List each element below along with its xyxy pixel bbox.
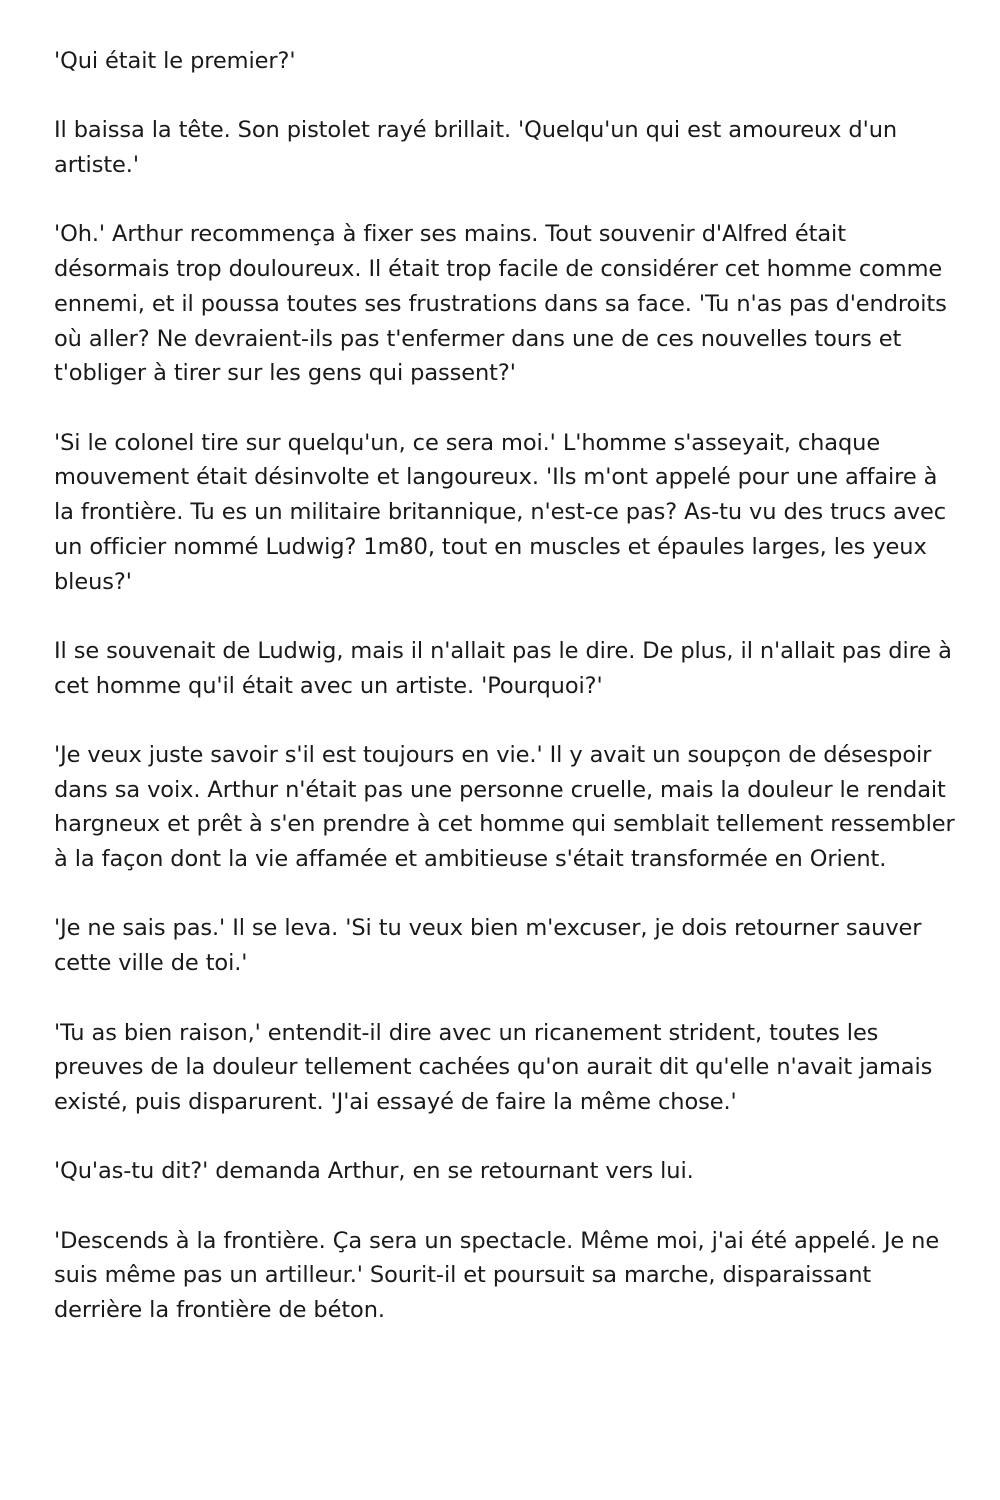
paragraph-5: Il se souvenait de Ludwig, mais il n'allait pas le dire. De plus, il n'allait pas dire à cet homme qu'il était avec un artiste. 'Pourquoi?' bbox=[54, 637, 952, 699]
paragraph-9: 'Qu'as-tu dit?' demanda Arthur, en se retournant vers lui. bbox=[54, 1158, 694, 1185]
paragraph-1: 'Qui était le premier?' bbox=[54, 48, 296, 74]
paragraph-10: 'Descends à la frontière. Ça sera un spectacle. Même moi, j'ai été appelé. Je ne suis même pas un artilleur.' Sourit-il et poursuit sa marche, disparaissant derrière la frontière de béton. bbox=[54, 1227, 940, 1324]
paragraph-7: 'Je ne sais pas.' Il se leva. 'Si tu veux bien m'excuser, je dois retourner sauver cette ville de toi.' bbox=[54, 915, 922, 977]
paragraph-3: 'Oh.' Arthur recommença à fixer ses mains. Tout souvenir d'Alfred était désormais trop douloureux. Il était trop facile de considérer cet homme comme ennemi, et il poussa toutes ses frustrations dans sa face. 'Tu n'as pas d'endroits où aller? Ne devraient-ils pas t'enfermer dans une de ces nouvelles tours et t'obliger à tirer sur les gens qui passent?' bbox=[54, 221, 947, 387]
paragraph-4: 'Si le colonel tire sur quelqu'un, ce sera moi.' L'homme s'asseyait, chaque mouvement était désinvolte et langoureux. 'Ils m'ont appelé pour une affaire à la frontière. Tu es un militaire britannique, n'est-ce pas? As-tu vu des trucs avec un officier nommé Ludwig? 1m80, tout en muscles et épaules larges, les yeux bleus?' bbox=[54, 429, 946, 595]
document-page bbox=[54, 44, 959, 1328]
paragraph-2: Il baissa la tête. Son pistolet rayé brillait. 'Quelqu'un qui est amoureux d'un artiste.' bbox=[54, 117, 898, 179]
paragraph-6: 'Je veux juste savoir s'il est toujours en vie.' Il y avait un soupçon de désespoir dans sa voix. Arthur n'était pas une personne cruelle, mais la douleur le rendait hargneux et prêt à s'en prendre à cet homme qui semblait tellement ressembler à la façon dont la vie affamée et ambitieuse s'était transformée en Orient. bbox=[54, 741, 955, 873]
paragraph-8: 'Tu as bien raison,' entendit-il dire avec un ricanement strident, toutes les preuves de la douleur tellement cachées qu'on aurait dit qu'elle n'avait jamais existé, puis disparurent. 'J'ai essayé de faire la même chose.' bbox=[54, 1019, 933, 1115]
